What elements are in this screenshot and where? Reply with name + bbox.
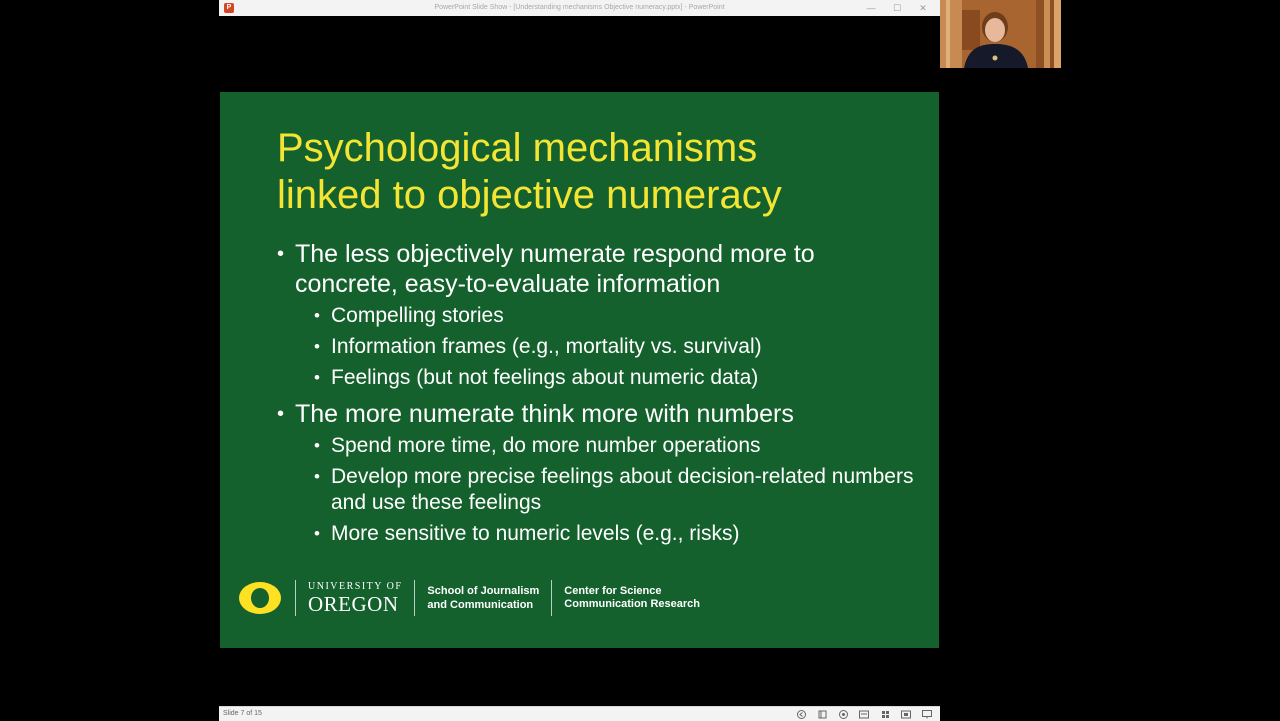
bullet-level2: • Develop more precise feelings about decision-related numbers and use these feelings xyxy=(277,464,917,516)
window-title: PowerPoint Slide Show - [Understanding mechanisms Objective numeracy.pptx] - PowerPoint xyxy=(434,4,725,11)
window-controls xyxy=(858,0,936,16)
bullet-level2: • Feelings (but not feelings about numeric data) xyxy=(277,365,917,391)
oregon-text: OREGON xyxy=(308,591,399,616)
zoom-icon[interactable] xyxy=(899,707,913,721)
footer-logos xyxy=(237,578,700,618)
center-line: Communication Research xyxy=(564,598,700,610)
minimize-button[interactable] xyxy=(858,0,884,16)
logo-divider xyxy=(414,580,415,616)
display-icon[interactable] xyxy=(920,707,934,721)
powerpoint-window xyxy=(219,0,940,720)
slide[interactable] xyxy=(220,92,939,648)
bullet-list xyxy=(277,239,917,552)
pointer-icon[interactable] xyxy=(836,707,850,721)
slide-title: Psychological mechanisms linked to objective numeracy xyxy=(277,126,782,217)
bullet-level1: • The less objectively numerate respond more to concrete, easy-to-evaluate information xyxy=(277,239,917,299)
webcam-video xyxy=(940,0,1061,68)
close-icon: ✕ xyxy=(919,2,927,13)
slide-show-area[interactable] xyxy=(219,16,940,706)
logo-divider xyxy=(551,580,552,616)
notes-icon[interactable] xyxy=(857,707,871,721)
grid-icon[interactable] xyxy=(878,707,892,721)
school-line: and Communication xyxy=(427,599,534,611)
center-line: Center for Science xyxy=(564,585,662,597)
minimize-icon: — xyxy=(866,3,876,13)
uo-logo-icon xyxy=(237,580,283,616)
university-of-text: UNIVERSITY OF xyxy=(308,580,403,592)
school-name xyxy=(427,584,539,612)
status-icons xyxy=(787,707,934,721)
school-line: School of Journalism xyxy=(427,585,540,597)
center-name xyxy=(564,585,700,611)
close-button[interactable] xyxy=(910,0,936,16)
bullet-level2: • Compelling stories xyxy=(277,303,917,329)
maximize-icon: ☐ xyxy=(892,2,902,13)
previous-icon[interactable] xyxy=(794,707,808,721)
powerpoint-app-icon[interactable]: P xyxy=(224,3,234,13)
bullet-level1: • The more numerate think more with numbers xyxy=(277,399,917,429)
university-wordmark xyxy=(308,582,402,615)
maximize-button[interactable] xyxy=(884,0,910,16)
title-bar xyxy=(219,0,940,17)
bullet-level2: • Spend more time, do more number operations xyxy=(277,433,917,459)
status-bar xyxy=(219,706,940,721)
bullet-level2: • Information frames (e.g., mortality vs. survival) xyxy=(277,334,917,360)
logo-divider xyxy=(295,580,296,616)
slide-counter: Slide 7 of 15 xyxy=(223,710,262,717)
slides-icon[interactable] xyxy=(815,707,829,721)
bullet-level2: • More sensitive to numeric levels (e.g., risks) xyxy=(277,521,917,547)
